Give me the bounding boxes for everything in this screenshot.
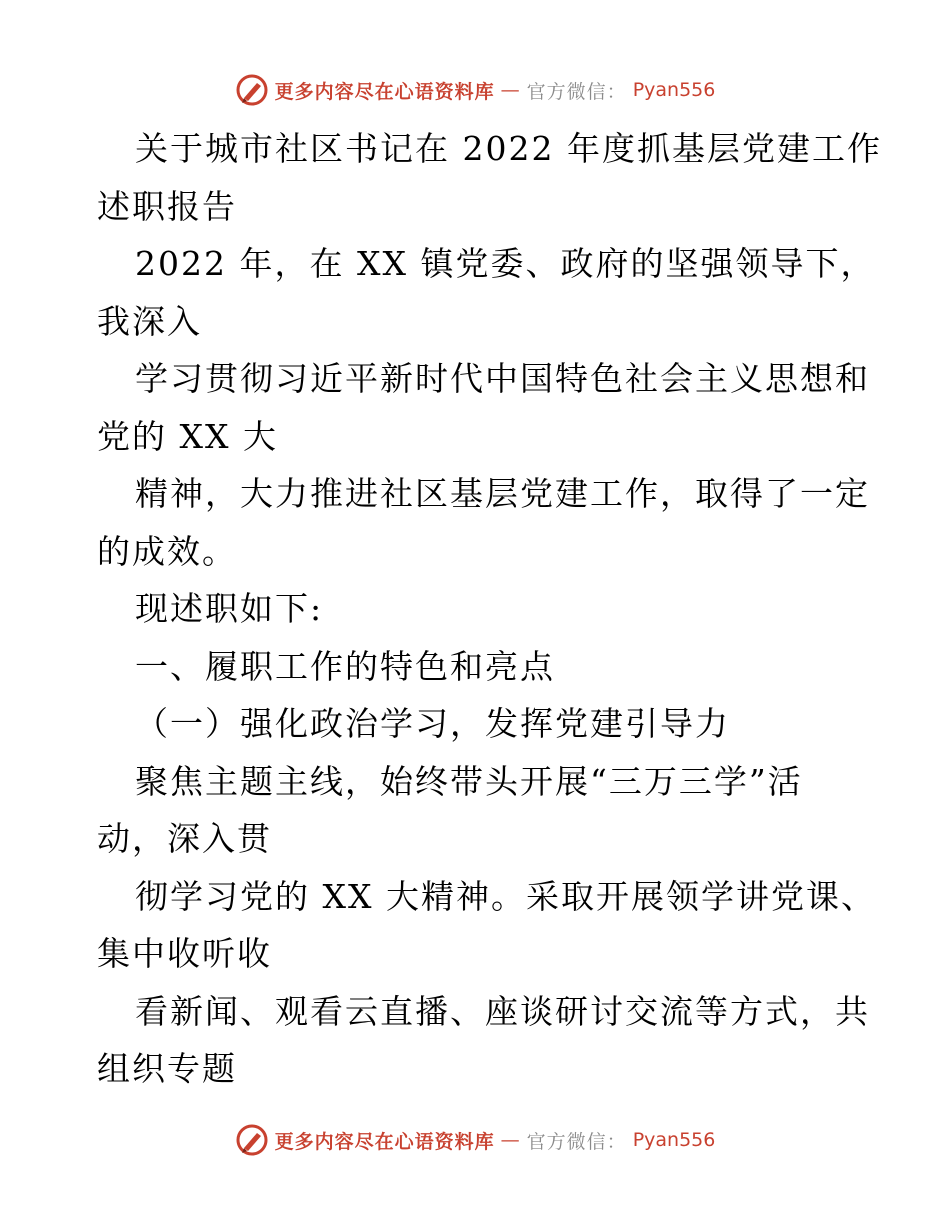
- text-line: 学习贯彻习近平新时代中国特色社会主义思想和: [135, 359, 870, 398]
- text-line: 看新闻、观看云直播、座谈研讨交流等方式，共: [135, 991, 870, 1031]
- watermark-site-text: 更多内容尽在心语资料库: [274, 1130, 495, 1153]
- watermark-footer: [0, 1120, 950, 1160]
- watermark-label: 官方微信：: [526, 80, 627, 103]
- text-line: 组织专题: [97, 1049, 237, 1088]
- text-line: 聚焦主题主线，始终带头开展“三万三学”活: [135, 761, 803, 801]
- text-line: 我深入: [97, 301, 202, 341]
- text-line: 党的 XX 大: [97, 416, 278, 456]
- watermark-dash: —: [500, 79, 521, 101]
- text-line: 彻学习党的 XX 大精神。采取开展领学讲党课、: [135, 876, 876, 916]
- watermark-wechat-id: Pyan556: [632, 79, 716, 101]
- text-line: （一）强化政治学习，发挥党建引导力: [135, 704, 730, 743]
- text-line: 动，深入贯: [97, 819, 272, 858]
- pen-logo-icon: [235, 1123, 269, 1157]
- watermark-label: 官方微信：: [526, 1130, 627, 1153]
- text-line: 现述职如下:: [135, 589, 324, 628]
- text-line: 2022 年，在 XX 镇党委、政府的坚强领导下，: [135, 244, 876, 283]
- watermark-dash: —: [500, 1129, 521, 1151]
- text-line: 一、履职工作的特色和亮点: [135, 646, 555, 686]
- text-line: 精神，大力推进社区基层党建工作，取得了一定: [135, 474, 870, 513]
- pen-logo-icon: [235, 73, 269, 107]
- document-body: [97, 120, 882, 1098]
- text-line: 的成效。: [97, 531, 237, 571]
- watermark-site-text: 更多内容尽在心语资料库: [274, 80, 495, 103]
- text-line: 集中收听收: [97, 934, 272, 973]
- watermark-wechat-id: Pyan556: [632, 1129, 716, 1151]
- text-line: 关于城市社区书记在 2022 年度抓基层党建工作: [135, 129, 882, 168]
- watermark-header: [0, 70, 950, 110]
- text-line: 述职报告: [97, 186, 237, 226]
